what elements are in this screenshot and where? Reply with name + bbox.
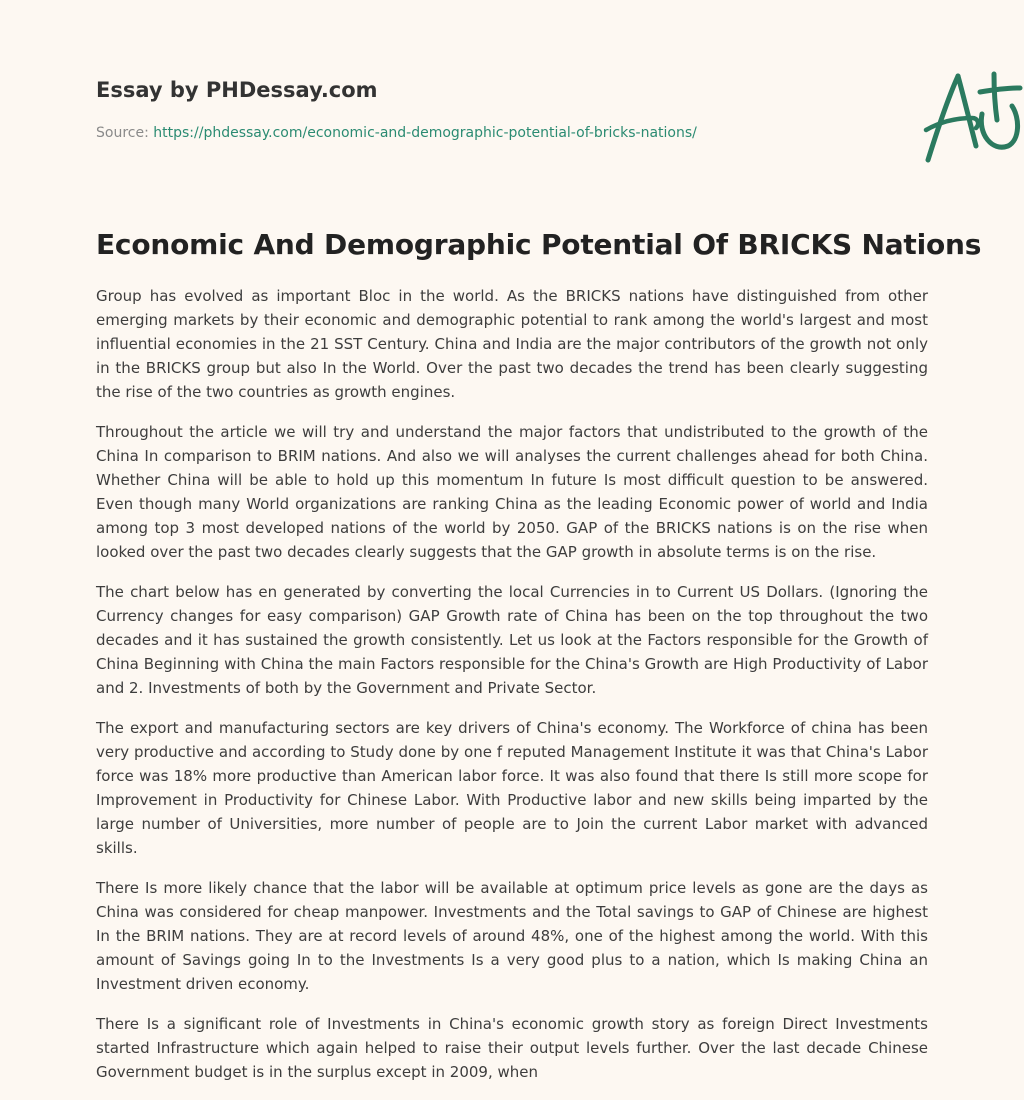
source-line [96, 123, 697, 143]
paragraph: Throughout the article we will try and understand the major factors that undistributed to the growth of the China In comparison to BRIM nations. And also we will analyses the current challenges ahead for both China. Whether China will be able to hold up this momentum In future Is most difficult question to be answered. Even though many World organizations are ranking China as the leading Economic power of world and India among top 3 most developed nations of the world by 2050. GAP of the BRICKS nations is on the rise when looked over the past two decades clearly suggests that the GAP growth in absolute terms is on the rise. [96, 423, 928, 561]
essay-title: Economic And Demographic Potential Of BRICKS Nations [96, 228, 982, 261]
paragraph: There Is a significant role of Investments in China's economic growth story as foreign Direct Investments started Infrastructure which again helped to raise their output levels further. Over the last decade Chinese Government budget is in the surplus except in 2009, when [96, 1015, 928, 1081]
paragraph: Group has evolved as important Bloc in the world. As the BRICKS nations have distinguished from other emerging markets by their economic and demographic potential to rank among the world's largest and most influential economies in the 21 SST Century. China and India are the major contributors of the growth not only in the BRICKS group but also In the World. Over the past two decades the trend has been clearly suggesting the rise of the two countries as growth engines. [96, 287, 928, 401]
source-label: Source: [96, 125, 149, 141]
paragraph: There Is more likely chance that the labor will be available at optimum price levels as gone are the days as China was considered for cheap manpower. Investments and the Total savings to GAP of Chinese are highest In the BRIM nations. They are at record levels of around 48%, one of the highest among the world. With this amount of Savings going In to the Investments Is a very good plus to a nation, which Is making China an Investment driven economy. [96, 879, 928, 993]
source-link[interactable]: https://phdessay.com/economic-and-demographic-potential-of-bricks-nations/ [153, 125, 697, 141]
a-plus-logo-icon [920, 68, 1024, 164]
paragraph: The export and manufacturing sectors are key drivers of China's economy. The Workforce of china has been very productive and according to Study done by one f reputed Management Institute it was that China's Labor force was 18% more productive than American labor force. It was also found that there Is still more scope for Improvement in Productivity for Chinese Labor. With Productive labor and new skills being imparted by the large number of Universities, more number of people are to Join the current Labor market with advanced skills. [96, 719, 928, 857]
paragraph: The chart below has en generated by converting the local Currencies in to Current US Dollars. (Ignoring the Currency changes for easy comparison) GAP Growth rate of China has been on the top throughout the two decades and it has sustained the growth consistently. Let us look at the Factors responsible for the Growth of China Beginning with China the main Factors responsible for the China's Growth are High Productivity of Labor and 2. Investments of both by the Government and Private Sector. [96, 583, 928, 697]
site-brand: Essay by PHDessay.com [96, 78, 378, 102]
essay-body [96, 284, 928, 1100]
